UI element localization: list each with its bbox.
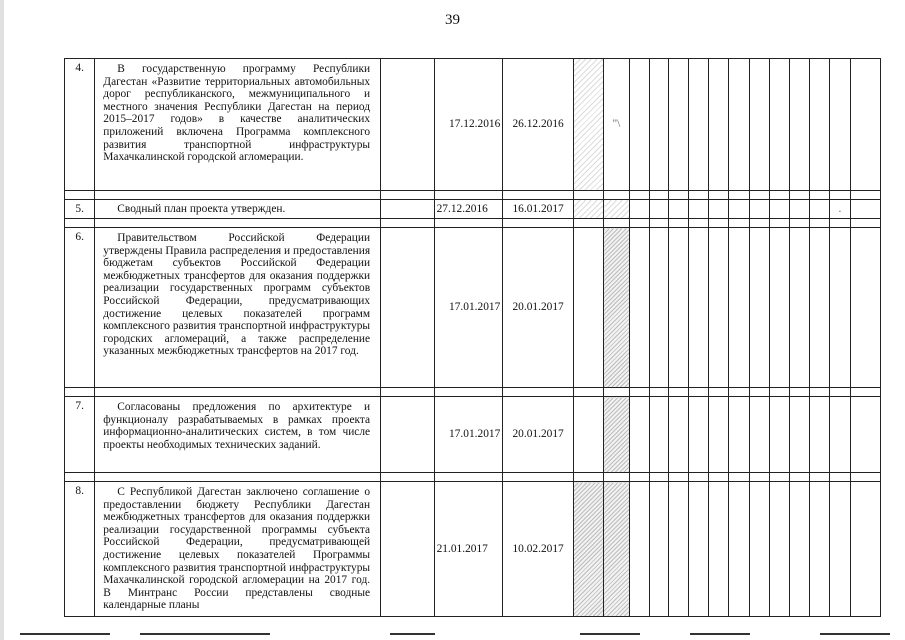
timeline-cell xyxy=(810,59,830,191)
end-date: 20.01.2017 xyxy=(503,228,574,388)
timeline-cell xyxy=(810,228,830,388)
timeline-cell xyxy=(668,228,688,388)
timeline-cell xyxy=(709,59,729,191)
timeline-cell xyxy=(709,482,729,617)
blank-cell xyxy=(381,482,435,617)
timeline-cell xyxy=(850,200,880,219)
timeline-shaded-cell xyxy=(604,228,629,388)
row-description: В государственную программу Республики Дагестан «Развитие территориальных автомобильных дорог республиканского, межмуниципального и местного значения Республики Дагестан на период 2015–2017 годов» в качестве аналитических приложений включена Программа комплексного развития транспортной инфраструктуры Махачкалинской городской агломерации. xyxy=(95,59,381,191)
table-row xyxy=(65,228,881,388)
timeline-cell xyxy=(830,397,850,473)
timeline-cell xyxy=(810,482,830,617)
blank-cell xyxy=(381,228,435,388)
timeline-cell xyxy=(769,59,789,191)
timeline-cell xyxy=(850,482,880,617)
timeline-cell xyxy=(790,482,810,617)
timeline-cell xyxy=(729,482,749,617)
spacer-row xyxy=(65,219,881,228)
spacer-row xyxy=(65,473,881,482)
timeline-mark: . xyxy=(830,200,850,219)
spacer-row xyxy=(65,388,881,397)
spacer-row xyxy=(65,191,881,200)
timeline-cell xyxy=(749,228,769,388)
timeline-cell xyxy=(729,59,749,191)
timeline-cell xyxy=(689,482,709,617)
row-description: Правительством Российской Федерации утверждены Правила распределения и предоставления бюджетам субъектов Российской Федерации межбюджетных трансфертов для оказания поддержки реализации государственных программ субъектов Российской Федерации, предусматривающих достижение целевых показателей программ комплексного развития транспортной инфраструктуры городских агломераций, а также распределение указанных межбюджетных трансфертов на 2017 год. xyxy=(95,228,381,388)
timeline-cell xyxy=(790,397,810,473)
row-number: 8. xyxy=(65,482,95,617)
timeline-cell xyxy=(850,228,880,388)
timeline-cell xyxy=(729,228,749,388)
timeline-cell xyxy=(668,59,688,191)
timeline-cell xyxy=(830,482,850,617)
timeline-cell xyxy=(769,200,789,219)
timeline-cell xyxy=(830,59,850,191)
timeline-cell xyxy=(573,228,603,388)
start-date: 27.12.2016 xyxy=(434,200,503,219)
timeline-cell xyxy=(629,59,649,191)
timeline-cell xyxy=(573,397,603,473)
table-row xyxy=(65,482,881,617)
end-date: 10.02.2017 xyxy=(503,482,574,617)
row-number: 6. xyxy=(65,228,95,388)
timeline-cell xyxy=(810,397,830,473)
timeline-cell xyxy=(749,200,769,219)
timeline-cell xyxy=(629,228,649,388)
timeline-cell xyxy=(709,228,729,388)
timeline-shaded-cell xyxy=(573,59,603,191)
timeline-cell xyxy=(729,397,749,473)
timeline-cell xyxy=(668,397,688,473)
end-date: 20.01.2017 xyxy=(503,397,574,473)
timeline-cell xyxy=(668,482,688,617)
blank-cell xyxy=(381,397,435,473)
timeline-shaded-cell xyxy=(604,482,629,617)
start-date: 17.01.2017 xyxy=(434,397,503,473)
row-number: 5. xyxy=(65,200,95,219)
timeline-shaded-cell xyxy=(573,200,603,219)
scan-bottom-line xyxy=(0,633,905,635)
timeline-cell xyxy=(850,59,880,191)
timeline-cell xyxy=(649,397,668,473)
scan-edge xyxy=(0,0,4,640)
timeline-cell xyxy=(749,397,769,473)
timeline-shaded-cell xyxy=(604,397,629,473)
end-date: 16.01.2017 xyxy=(503,200,574,219)
project-plan-table xyxy=(64,58,881,617)
start-date: 17.01.2017 xyxy=(434,228,503,388)
timeline-cell xyxy=(689,59,709,191)
timeline-cell xyxy=(629,482,649,617)
start-date: 21.01.2017 xyxy=(434,482,503,617)
timeline-cell xyxy=(769,228,789,388)
timeline-cell xyxy=(810,200,830,219)
timeline-cell xyxy=(649,482,668,617)
timeline-cell xyxy=(830,228,850,388)
timeline-cell xyxy=(769,397,789,473)
timeline-cell xyxy=(709,200,729,219)
timeline-cell xyxy=(790,228,810,388)
timeline-cell xyxy=(689,397,709,473)
table-row xyxy=(65,200,881,219)
timeline-cell xyxy=(769,482,789,617)
timeline-cell xyxy=(649,59,668,191)
timeline-cell xyxy=(629,200,649,219)
table-row xyxy=(65,59,881,191)
blank-cell xyxy=(381,200,435,219)
row-number: 4. xyxy=(65,59,95,191)
timeline-cell xyxy=(729,200,749,219)
timeline-cell xyxy=(689,200,709,219)
start-date: 17.12.2016 xyxy=(434,59,503,191)
end-date: 26.12.2016 xyxy=(503,59,574,191)
timeline-cell xyxy=(649,200,668,219)
timeline-cell xyxy=(709,397,729,473)
timeline-cell xyxy=(790,59,810,191)
timeline-cell xyxy=(629,397,649,473)
timeline-mark: "\ xyxy=(604,59,629,191)
table-row xyxy=(65,397,881,473)
timeline-cell xyxy=(749,59,769,191)
timeline-cell xyxy=(668,200,688,219)
blank-cell xyxy=(381,59,435,191)
row-description: Согласованы предложения по архитектуре и функционалу разрабатываемых в рамках проекта информационно-аналитических систем, в том числе проекты необходимых технических заданий. xyxy=(95,397,381,473)
row-description: Сводный план проекта утвержден. xyxy=(95,200,381,219)
row-number: 7. xyxy=(65,397,95,473)
timeline-cell xyxy=(749,482,769,617)
timeline-cell xyxy=(790,200,810,219)
timeline-shaded-cell xyxy=(573,482,603,617)
timeline-cell xyxy=(850,397,880,473)
timeline-cell xyxy=(649,228,668,388)
row-description: С Республикой Дагестан заключено соглашение о предоставлении бюджету Республики Дагестан межбюджетных трансфертов для оказания поддержки реализации государственной программы субъекта Российской Федерации, предусматривающей достижение целевых показателей Программы комплексного развития транспортной инфраструктуры Махачкалинской городской агломерации на 2017 год. В Минтранс России представлены сводные календарные планы xyxy=(95,482,381,617)
page-number: 39 xyxy=(445,12,460,28)
timeline-shaded-cell xyxy=(604,200,629,219)
timeline-cell xyxy=(689,228,709,388)
